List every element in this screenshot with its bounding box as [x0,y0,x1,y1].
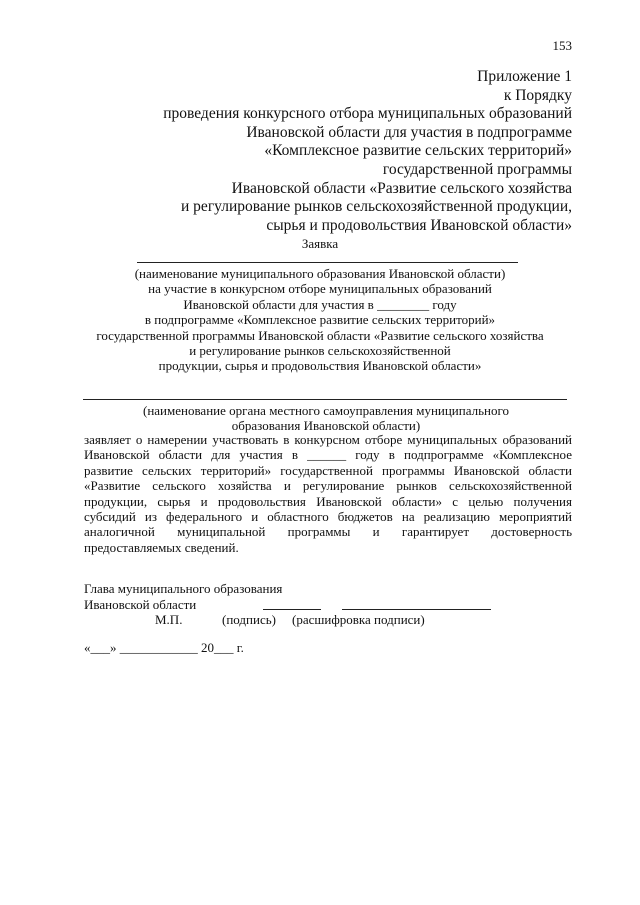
subject-line: Ивановской области для участия в ________ году [183,296,457,312]
stamp-mark: М.П. [155,612,183,627]
appendix-line: и регулирование рынков сельскохозяйственной продукции, [181,198,572,216]
subject-line: и регулирование рынков сельскохозяйственной [189,343,451,359]
signature-line [263,609,321,610]
date-line: «___» ____________ 20___ г. [84,640,244,655]
appendix-line: к Порядку [503,86,572,104]
body-line: «Развитие сельского хозяйства и регулирование рынков сельскохозяйственной [84,478,572,494]
appendix-line: государственной программы [382,160,572,178]
appendix-line: сырья и продовольствия Ивановской области» [266,216,572,234]
subject-line: на участие в конкурсном отборе муниципальных образований [148,281,492,297]
decoding-caption: (расшифровка подписи) [292,612,425,627]
appendix-header [163,68,572,235]
body-line: субсидий из федерального и областного бюджетов на реализацию мероприятий [84,509,572,525]
appendix-line: «Комплексное развитие сельских территорий» [264,142,572,160]
subject-line: продукции, сырья и продовольствия Ивановской области» [158,358,482,374]
signatory-title: Глава муниципального образования [84,581,283,596]
page-number: 153 [552,38,572,53]
body-line: аналогичной муниципальной программы и гарантирует достоверность [84,524,572,540]
organ-caption-line: (наименование органа местного самоуправления муниципального [142,403,509,418]
organ-name-line [83,399,567,400]
subject-line: (наименование муниципального образования Ивановской области) [134,266,506,281]
appendix-line: Приложение 1 [477,68,572,85]
signatory-region: Ивановской области [84,597,197,612]
signature-caption: (подпись) [222,612,276,627]
application-subject [0,266,640,374]
organ-caption-line: образования Ивановской области) [231,418,421,434]
subject-line: государственной программы Ивановской области «Развитие сельского хозяйства [96,327,544,343]
body-line: развитие сельских территорий» государственной программы Ивановской области [84,462,572,478]
document-title: Заявка [301,236,339,251]
body-line: заявляет о намерении участвовать в конкурсном отборе муниципальных образований [84,432,572,447]
body-line: продукции, сырья и продовольствия Ивановской области» с целью получения [84,493,572,509]
application-body [84,432,572,555]
signature-captions [155,612,425,628]
signature-decoding-line [342,609,491,610]
appendix-line: Ивановской области для участия в подпрограмме [246,123,572,141]
subject-line: в подпрограмме «Комплексное развитие сельских территорий» [144,312,496,328]
organ-caption [0,403,640,434]
appendix-line: проведения конкурсного отбора муниципальных образований [163,105,572,123]
body-line: предоставляемых сведений. [84,539,239,555]
municipality-name-line [137,262,518,263]
body-line: Ивановской области для участия в ______ году в подпрограмме «Комплексное [84,447,572,463]
appendix-line: Ивановской области «Развитие сельского хозяйства [231,179,572,197]
